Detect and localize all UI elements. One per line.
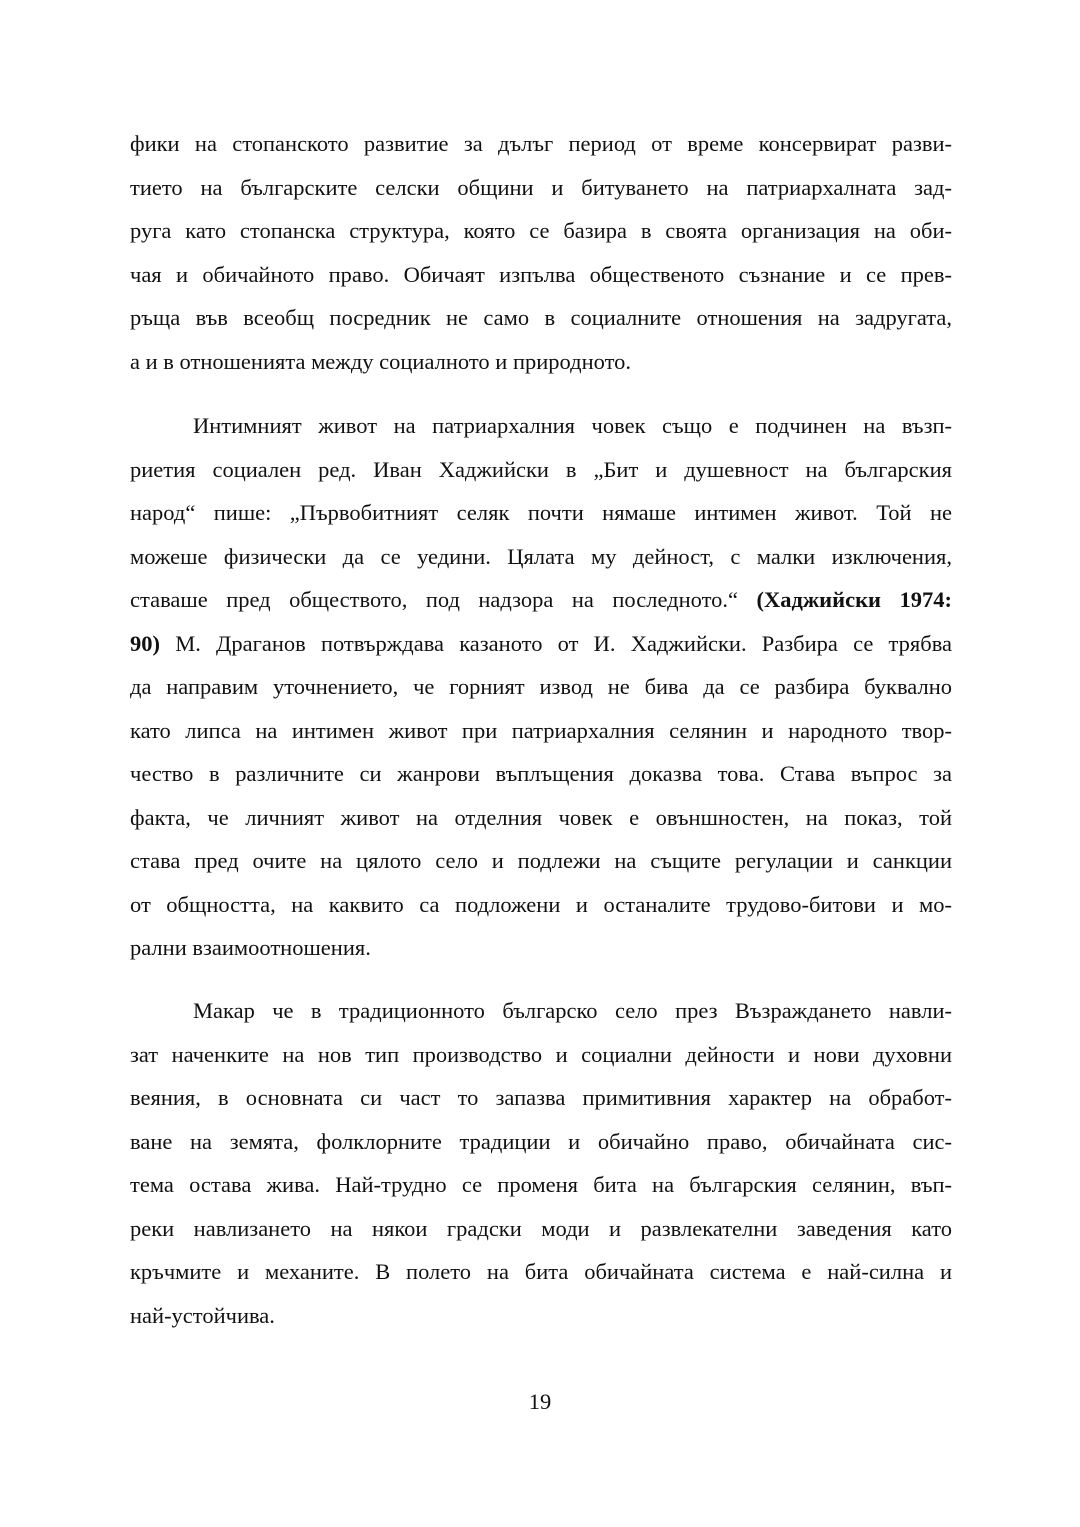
- text-line: факта, че личният живот на отделния човек е овъншностен, на показ, той: [130, 804, 952, 830]
- text-line: Интимният живот на патриархалния човек също е подчинен на възп-: [193, 413, 952, 438]
- text-line: кръчмите и механите. В полето на бита обичайната система е най-силна и: [130, 1259, 952, 1284]
- text-line: Макар че в традиционното българско село през Възраждането навли-: [193, 998, 952, 1023]
- text-line: най-устойчива.: [130, 1302, 275, 1328]
- citation-bold: 90): [130, 630, 160, 656]
- text-line: тието на българските селски общини и битуването на патриархалната зад-: [130, 174, 952, 200]
- text-fragment: ставаше пред обществото, под надзора на последното.“: [130, 587, 738, 612]
- text-line-with-citation: [130, 622, 952, 666]
- text-line: от общността, на каквито са подложени и останалите трудово-битови и мо-: [130, 891, 952, 917]
- page-number: 19: [528, 1389, 552, 1414]
- text-line: народ“ пише: „Първобитният селяк почти нямаше интимен живот. Той не: [130, 500, 952, 525]
- text-line: можеше физически да се уедини. Цялата му дейност, с малки изключения,: [130, 543, 952, 569]
- text-line: веяния, в основната си част то запазва примитивния характер на обработ-: [130, 1085, 952, 1110]
- citation-bold: (Хаджийски 1974:: [756, 587, 952, 612]
- text-line: да направим уточнението, че горният извод не бива да се разбира буквално: [130, 674, 952, 699]
- text-line: става пред очите на цялото село и подлежи на същите регулации и санкции: [130, 848, 952, 873]
- text-line: фики на стопанското развитие за дълъг период от време консервират разви-: [130, 131, 952, 156]
- text-line: рални взаимоотношения.: [130, 935, 371, 960]
- paragraph-1: [130, 122, 952, 383]
- text-line: зат наченките на нов тип производство и социални дейности и нови духовни: [130, 1041, 952, 1067]
- text-line-with-citation: [130, 578, 952, 622]
- text-line: чая и обичайното право. Обичаят изпълва общественото съзнание и се прев-: [130, 261, 952, 287]
- text-line: руга като стопанска структура, която се базира в своята организация на оби-: [130, 218, 952, 243]
- text-line: ване на земята, фолклорните традиции и обичайно право, обичайната сис-: [130, 1128, 952, 1154]
- text-line: а и в отношенията между социалното и природното.: [130, 348, 631, 374]
- text-line: като липса на интимен живот при патриархалния селянин и народното твор-: [130, 717, 952, 743]
- text-line: ръща във всеобщ посредник не само в социалните отношения на задругата,: [130, 305, 952, 330]
- text-line: тема остава жива. Най-трудно се променя бита на българския селянин, въп-: [130, 1172, 952, 1197]
- text-line: реки навлизането на някои градски моди и развлекателни заведения като: [130, 1215, 952, 1241]
- paragraph-3: [130, 989, 952, 1337]
- text-fragment: М. Драганов потвърждава казаното от И. Хаджийски. Разбира се трябва: [175, 630, 953, 656]
- text-line: чество в различните си жанрови въплъщения доказва това. Става въпрос за: [130, 761, 952, 786]
- text-line: риетия социален ред. Иван Хаджийски в „Бит и душевност на българския: [130, 456, 952, 482]
- paragraph-2: [130, 404, 952, 970]
